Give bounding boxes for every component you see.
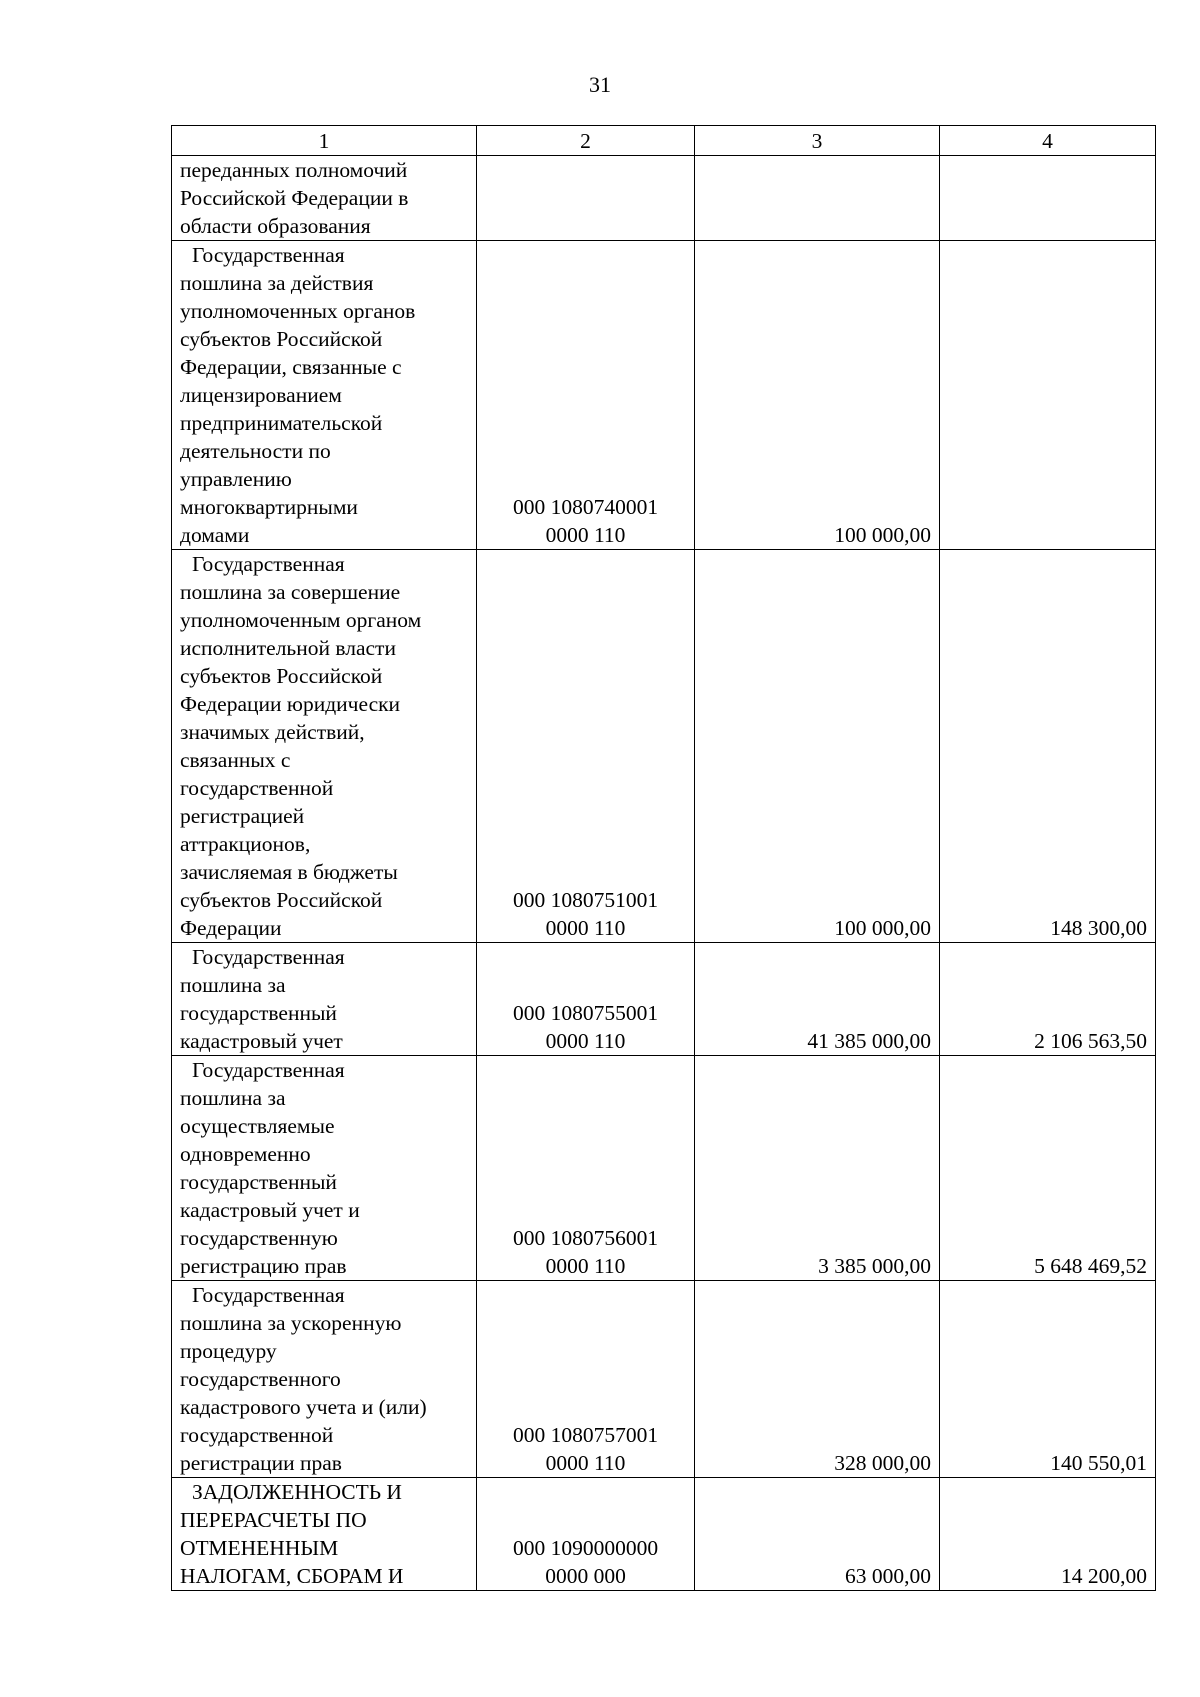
revenue-name-line: субъектов Российской xyxy=(180,888,383,912)
revenue-name-line: Федерации, связанные с xyxy=(180,355,402,379)
revenue-name-line: процедуру xyxy=(180,1339,277,1363)
revenue-name-line: ОТМЕНЕННЫМ xyxy=(180,1536,339,1560)
table-header-row xyxy=(172,126,1156,156)
table-body xyxy=(172,156,1156,1591)
budget-code-cell xyxy=(477,1281,695,1478)
budget-code-line: 0000 000 xyxy=(545,1564,626,1588)
table-row xyxy=(172,1281,1156,1478)
executed-amount-cell: 140 550,01 xyxy=(940,1281,1156,1478)
revenue-name-line: ПЕРЕРАСЧЕТЫ ПО xyxy=(180,1508,367,1532)
budget-code-line: 0000 110 xyxy=(545,1254,626,1278)
revenue-name-line: ЗАДОЛЖЕННОСТЬ И xyxy=(192,1480,402,1504)
revenue-name-line: домами xyxy=(180,523,250,547)
budget-code-line: 000 1080740001 xyxy=(512,495,659,519)
budget-code-line: 0000 110 xyxy=(545,1029,626,1053)
budget-code-cell xyxy=(477,156,695,241)
revenue-name-line: государственный xyxy=(180,1001,337,1025)
budget-code-line: 0000 110 xyxy=(545,916,626,940)
revenue-name-line: государственную xyxy=(180,1226,338,1250)
column-header-4: 4 xyxy=(940,126,1156,156)
revenue-name-line: Государственная xyxy=(192,1058,345,1082)
page-number: 31 xyxy=(589,72,611,97)
revenue-name-cell xyxy=(172,156,477,241)
table-row xyxy=(172,241,1156,550)
budget-code-cell xyxy=(477,241,695,550)
revenue-name-line: Государственная xyxy=(192,1283,345,1307)
revenue-name-line: области образования xyxy=(180,214,371,238)
executed-amount-cell xyxy=(940,156,1156,241)
revenue-name-cell xyxy=(172,241,477,550)
revenue-name-line: управлению xyxy=(180,467,292,491)
executed-amount-cell: 14 200,00 xyxy=(940,1478,1156,1591)
planned-amount-cell: 3 385 000,00 xyxy=(695,1056,940,1281)
revenue-name-line: субъектов Российской xyxy=(180,327,383,351)
budget-code-line: 0000 110 xyxy=(545,523,626,547)
executed-amount-cell: 5 648 469,52 xyxy=(940,1056,1156,1281)
revenue-name-line: регистрации прав xyxy=(180,1451,342,1475)
revenue-name-line: кадастрового учета и (или) xyxy=(180,1395,427,1419)
table-row xyxy=(172,1478,1156,1591)
budget-code-line: 000 1080755001 xyxy=(512,1001,659,1025)
column-header-3: 3 xyxy=(695,126,940,156)
revenue-name-cell xyxy=(172,550,477,943)
revenue-name-line: регистрацию прав xyxy=(180,1254,347,1278)
revenue-name-line: аттракционов, xyxy=(180,832,311,856)
planned-amount-cell: 41 385 000,00 xyxy=(695,943,940,1056)
revenue-name-cell xyxy=(172,1478,477,1591)
revenue-name-line: Российской Федерации в xyxy=(180,186,409,210)
revenue-name-line: связанных с xyxy=(180,748,291,772)
revenue-name-line: государственный xyxy=(180,1170,337,1194)
revenue-name-line: государственной xyxy=(180,776,334,800)
revenue-name-cell xyxy=(172,943,477,1056)
revenue-name-line: Федерации xyxy=(180,916,282,940)
revenue-name-line: осуществляемые xyxy=(180,1114,335,1138)
revenue-name-line: исполнительной власти xyxy=(180,636,396,660)
revenue-name-line: Государственная xyxy=(192,945,345,969)
executed-amount-cell: 2 106 563,50 xyxy=(940,943,1156,1056)
revenue-name-line: пошлина за совершение xyxy=(180,580,401,604)
budget-code-cell xyxy=(477,550,695,943)
planned-amount-cell: 328 000,00 xyxy=(695,1281,940,1478)
revenue-name-line: одновременно xyxy=(180,1142,311,1166)
budget-code-cell xyxy=(477,1056,695,1281)
table-row xyxy=(172,550,1156,943)
revenue-name-line: кадастровый учет и xyxy=(180,1198,360,1222)
revenue-name-line: пошлина за xyxy=(180,1086,286,1110)
budget-code-line: 000 1080751001 xyxy=(512,888,659,912)
revenue-name-cell xyxy=(172,1281,477,1478)
revenue-name-line: переданных полномочий xyxy=(180,158,408,182)
planned-amount-cell: 100 000,00 xyxy=(695,241,940,550)
revenue-name-line: уполномоченных органов xyxy=(180,299,416,323)
revenue-name-line: многоквартирными xyxy=(180,495,358,519)
revenue-name-line: пошлина за действия xyxy=(180,271,374,295)
revenue-name-line: лицензированием xyxy=(180,383,342,407)
revenue-name-line: пошлина за xyxy=(180,973,286,997)
column-header-1: 1 xyxy=(172,126,477,156)
budget-code-cell xyxy=(477,943,695,1056)
table-row xyxy=(172,943,1156,1056)
table-row xyxy=(172,1056,1156,1281)
executed-amount-cell: 148 300,00 xyxy=(940,550,1156,943)
budget-code-line: 0000 110 xyxy=(545,1451,626,1475)
budget-code-cell xyxy=(477,1478,695,1591)
budget-code-line: 000 1080757001 xyxy=(512,1423,659,1447)
revenue-name-line: предпринимательской xyxy=(180,411,383,435)
revenue-name-line: Федерации юридически xyxy=(180,692,401,716)
budget-code-line: 000 1080756001 xyxy=(512,1226,659,1250)
table-row xyxy=(172,156,1156,241)
revenue-name-line: Государственная xyxy=(192,243,345,267)
planned-amount-cell: 100 000,00 xyxy=(695,550,940,943)
revenue-name-line: кадастровый учет xyxy=(180,1029,343,1053)
revenue-name-line: зачисляемая в бюджеты xyxy=(180,860,398,884)
revenue-name-line: значимых действий, xyxy=(180,720,365,744)
revenue-name-line: субъектов Российской xyxy=(180,664,383,688)
revenue-name-line: государственной xyxy=(180,1423,334,1447)
planned-amount-cell: 63 000,00 xyxy=(695,1478,940,1591)
column-header-2: 2 xyxy=(477,126,695,156)
budget-code-line: 000 1090000000 xyxy=(512,1536,659,1560)
revenue-name-line: НАЛОГАМ, СБОРАМ И xyxy=(180,1564,404,1588)
revenue-name-cell xyxy=(172,1056,477,1281)
executed-amount-cell xyxy=(940,241,1156,550)
revenue-name-line: деятельности по xyxy=(180,439,331,463)
revenue-name-line: пошлина за ускоренную xyxy=(180,1311,402,1335)
revenue-name-line: регистрацией xyxy=(180,804,305,828)
planned-amount-cell xyxy=(695,156,940,241)
revenue-name-line: государственного xyxy=(180,1367,341,1391)
revenue-name-line: Государственная xyxy=(192,552,345,576)
revenue-table xyxy=(171,125,1156,1591)
revenue-name-line: уполномоченным органом xyxy=(180,608,422,632)
